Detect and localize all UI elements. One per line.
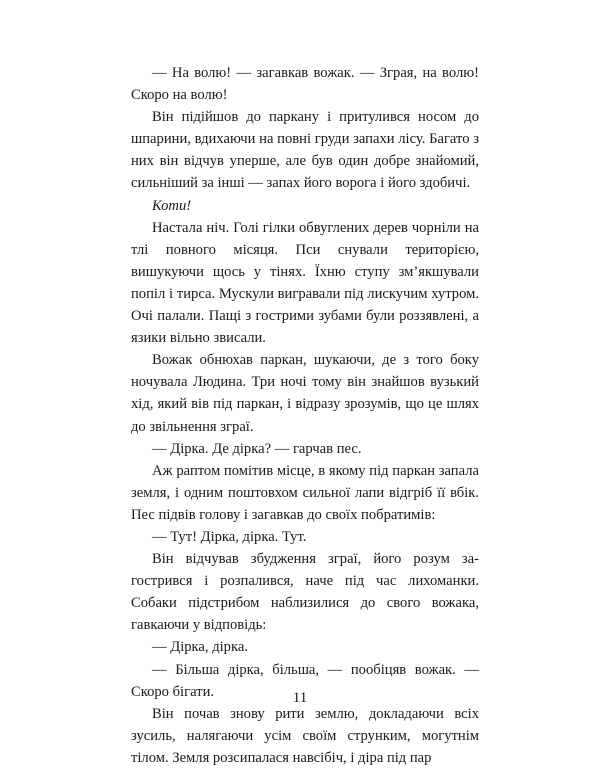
paragraph-12: Він почав знову рити землю, докладаючи всіх зусиль, налягаючи усім своїм струнким, могутнім тілом. Земля розсипалася навсібіч, і діра під пар	[131, 705, 479, 766]
page-number: 11	[292, 690, 308, 706]
paragraph-4: Настала ніч. Голі гілки обвуглених дерев чорніли на тлі повного місяця. Пси снували територією, вишукуючи щось у тінях. Їхню ступу зм’якшували попіл і тирса. Мускули вигравали під лискучим хутром. Очі палали. Пащі з гострими зубами були роззявлені, а язики вільно звисали.	[131, 219, 479, 347]
paragraph-7: Аж раптом помітив місце, в якому під паркан запала земля, і одним поштовхом сильної лапи відгріб її вбік. Пес підвів голову і загавкав до своїх побратимів:	[131, 462, 479, 523]
paragraph-3-italic: Коти!	[152, 197, 192, 214]
paragraph-9: Він відчував збудження зграї, його розум загострився і розпалився, наче під час лихоманки. Собаки підстрибом наблизилися до свого вожака, гавкаючи у відповідь:	[131, 551, 479, 634]
paragraph-2: Він підійшов до паркану і притулився носом до шпарини, вдихаючи на повні груди запахи лісу. Багато з них він відчув уперше, але був один добре знайомий, сильніший за інші — запах його ворога і його здобичі.	[131, 109, 479, 192]
paragraph-10: — Дірка, дірка.	[152, 639, 248, 656]
paragraph-11: — Більша дірка, більша, — пообіцяв вожак. — Скоро бігати.	[131, 661, 479, 700]
paragraph-1: — На волю! — загавкав вожак. — Зграя, на волю! Скоро на волю!	[131, 65, 479, 104]
paragraph-6: — Дірка. Де дірка? — гарчав пес.	[152, 440, 362, 457]
paragraph-5: Вожак обнюхав паркан, шукаючи, де з того боку ночувала Людина. Три ночі тому він знайшов вузький хід, який вів під паркан, і відразу зрозумів, що це шлях до звільнення зграї.	[131, 352, 479, 435]
paragraph-8: — Тут! Дірка, дірка. Тут.	[152, 528, 307, 545]
text-column	[131, 62, 479, 769]
